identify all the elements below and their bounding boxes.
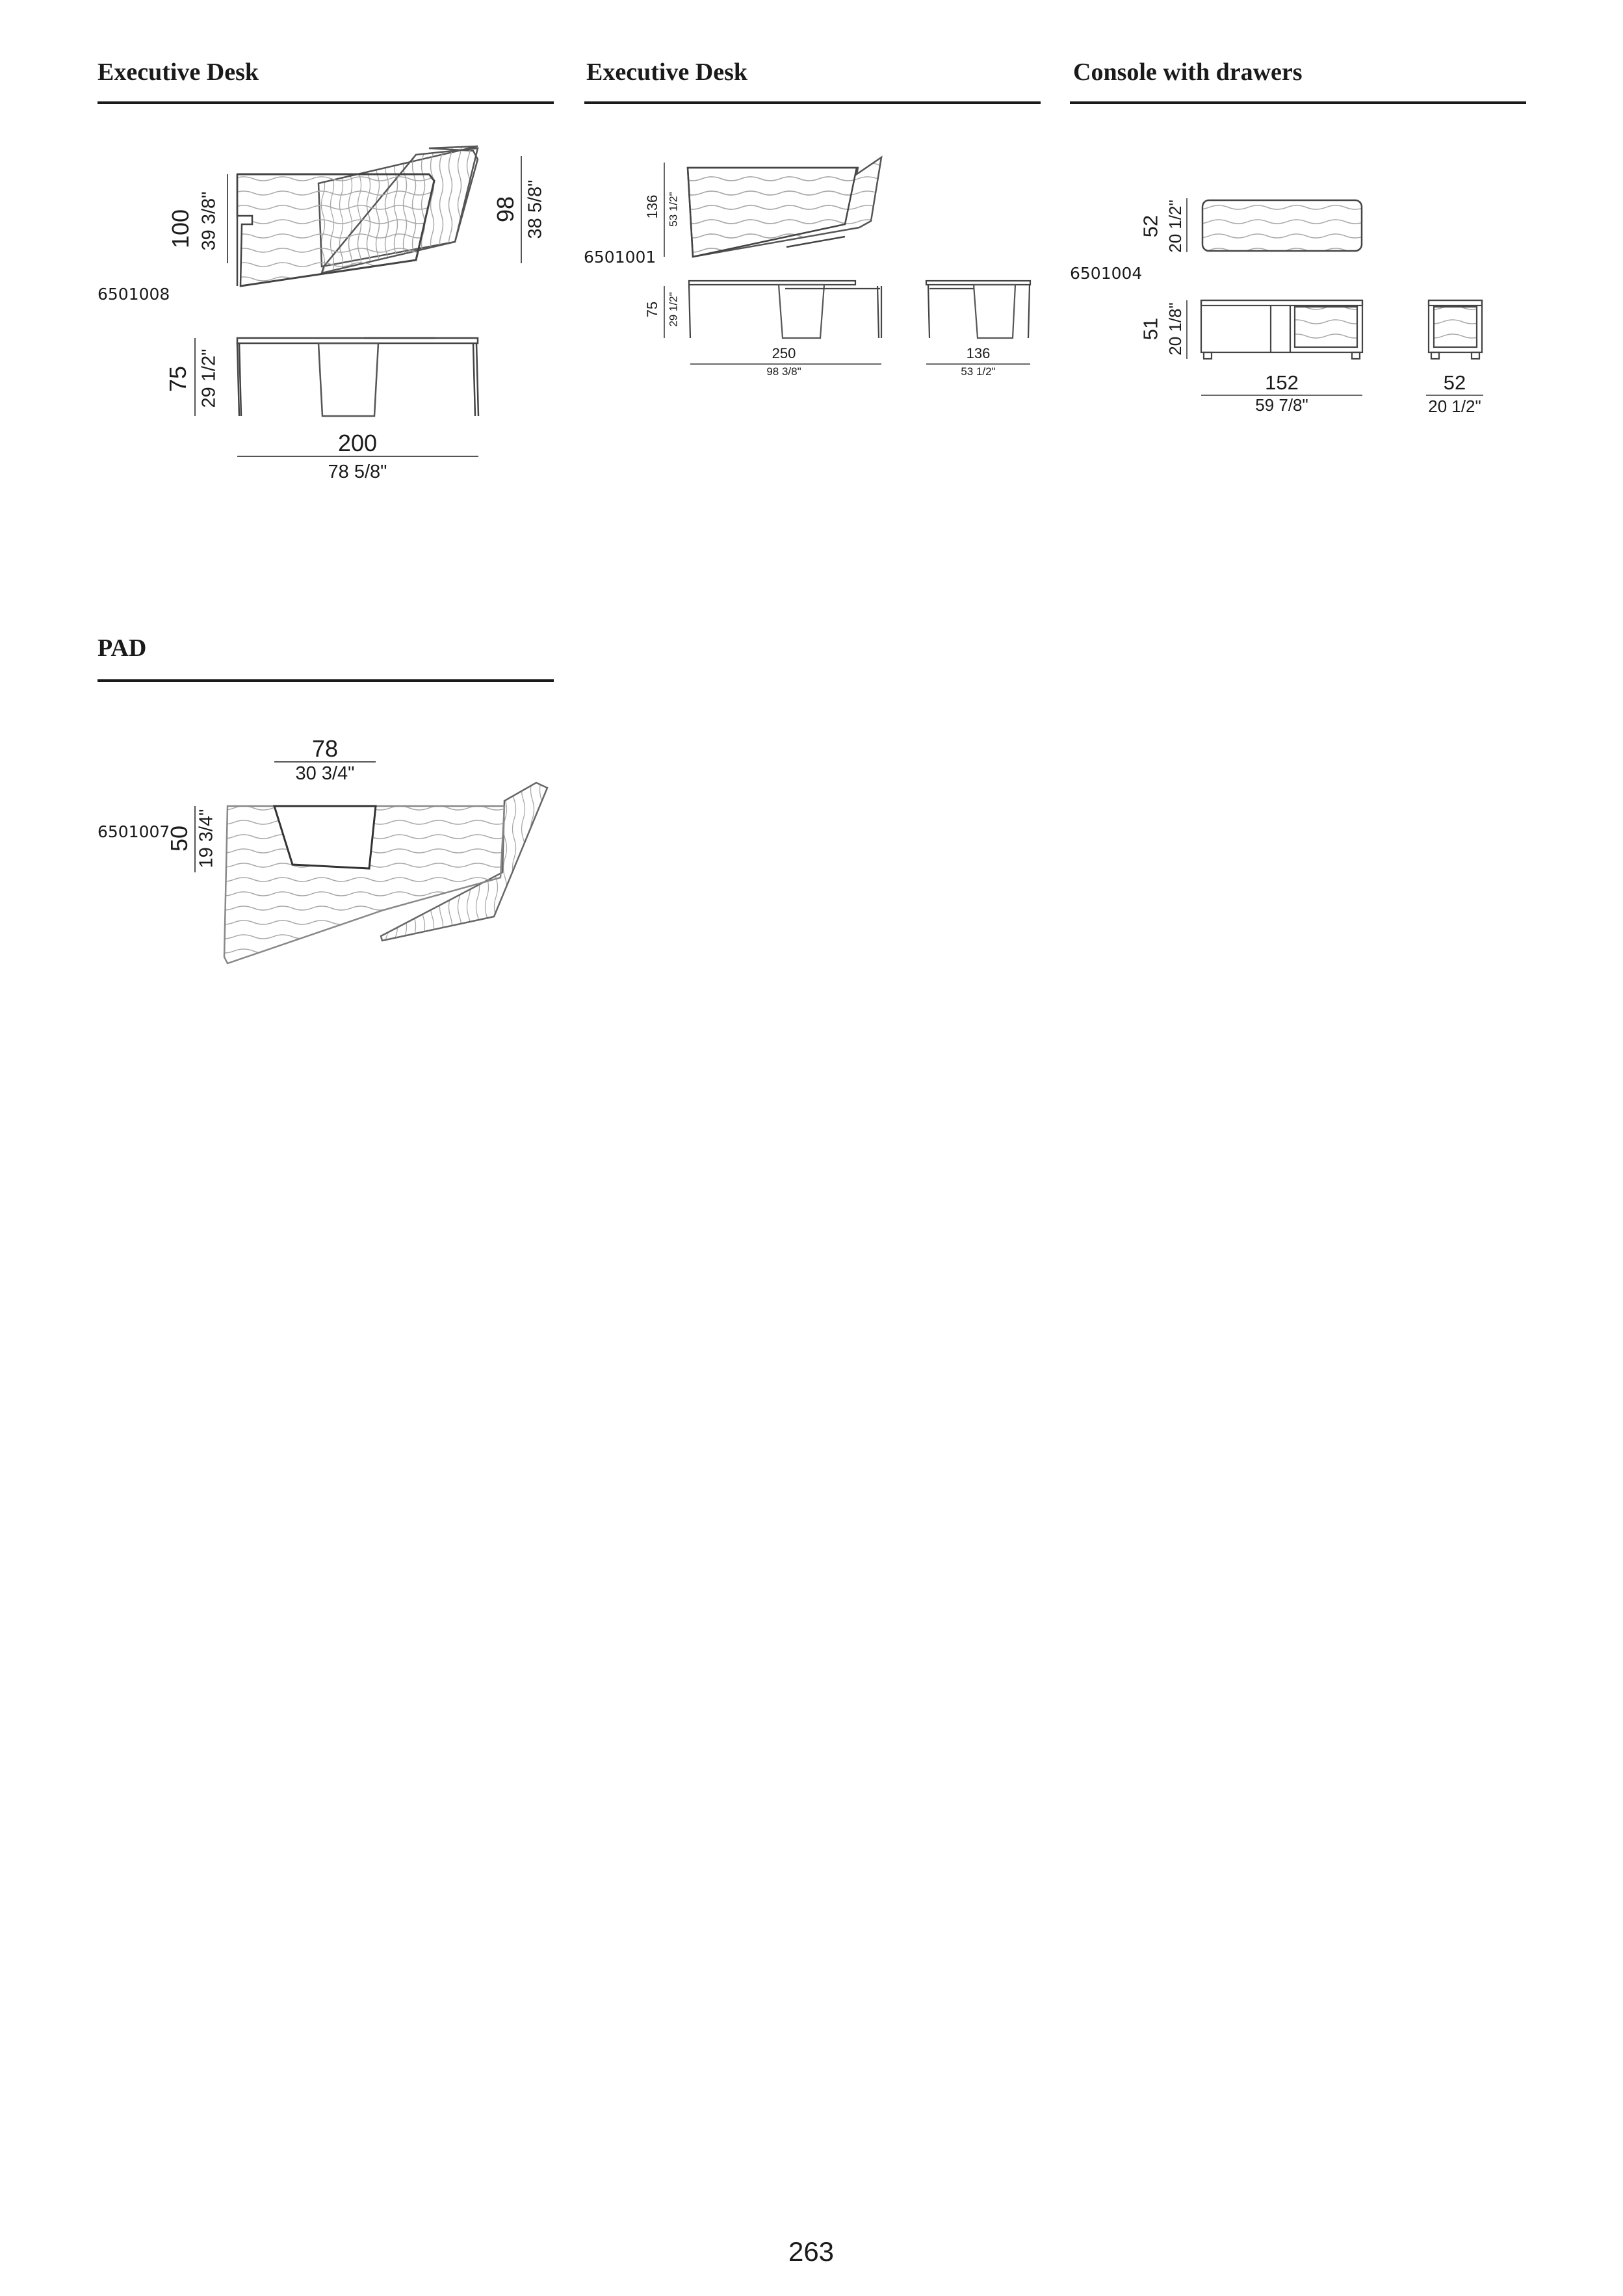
dimension-value: 50 — [166, 825, 192, 852]
dimension-value: 136 — [966, 345, 991, 361]
dimension-value: 200 — [337, 430, 378, 456]
dimension-value: 29 1/2" — [198, 348, 220, 408]
console-side-view — [1429, 300, 1482, 359]
dimension-value: 78 5/8" — [328, 462, 387, 482]
dimension-value: 29 1/2" — [667, 292, 680, 327]
dimension-value: 53 1/2" — [667, 192, 680, 227]
dimension-value: 136 — [644, 194, 660, 219]
pad-top-view — [224, 783, 547, 963]
dimension-value: 59 7/8" — [1255, 395, 1308, 415]
console-front-view — [1201, 300, 1362, 359]
dimension-value: 152 — [1265, 371, 1299, 394]
section-title-executive-desk-1: Executive Desk — [97, 59, 259, 86]
dimension-value: 52 — [1443, 371, 1466, 394]
console-top-view — [1202, 200, 1362, 251]
desk-6501001-front-view — [689, 281, 881, 338]
section-title-console: Console with drawers — [1073, 59, 1303, 86]
dimension-value: 75 — [164, 365, 191, 393]
dimension-value: 39 3/8" — [198, 191, 220, 251]
dimension-value: 20 1/8" — [1165, 302, 1185, 356]
dimension-value: 98 — [492, 196, 519, 223]
dimension-value: 53 1/2" — [961, 365, 996, 378]
desk-6501001-side-view — [926, 281, 1030, 338]
dimension-value: 20 1/2" — [1165, 200, 1185, 253]
dimension-value: 30 3/4" — [295, 763, 355, 784]
dimension-value: 100 — [167, 209, 194, 249]
product-code: 6501001 — [584, 248, 656, 267]
dimension-value: 78 — [311, 735, 339, 762]
section-title-executive-desk-2: Executive Desk — [586, 59, 748, 86]
dimension-value: 19 3/4" — [196, 809, 217, 868]
page-number: 263 — [788, 2236, 835, 2267]
dimension-value: 38 5/8" — [525, 179, 546, 239]
desk-6501008-top-view — [237, 146, 478, 286]
dimension-value: 98 3/8" — [766, 365, 801, 378]
desk-6501001-top-view — [688, 157, 881, 257]
product-code: 6501004 — [1070, 264, 1143, 283]
dimension-value: 250 — [772, 345, 796, 361]
section-title-pad: PAD — [97, 634, 147, 662]
dimension-value: 52 — [1139, 215, 1162, 238]
product-code: 6501007 — [97, 822, 170, 841]
dimension-value: 51 — [1139, 317, 1162, 341]
product-code: 6501008 — [97, 285, 170, 304]
desk-6501008-front-view — [237, 338, 478, 416]
dimension-value: 20 1/2" — [1428, 397, 1481, 416]
dimension-value: 75 — [644, 301, 660, 318]
